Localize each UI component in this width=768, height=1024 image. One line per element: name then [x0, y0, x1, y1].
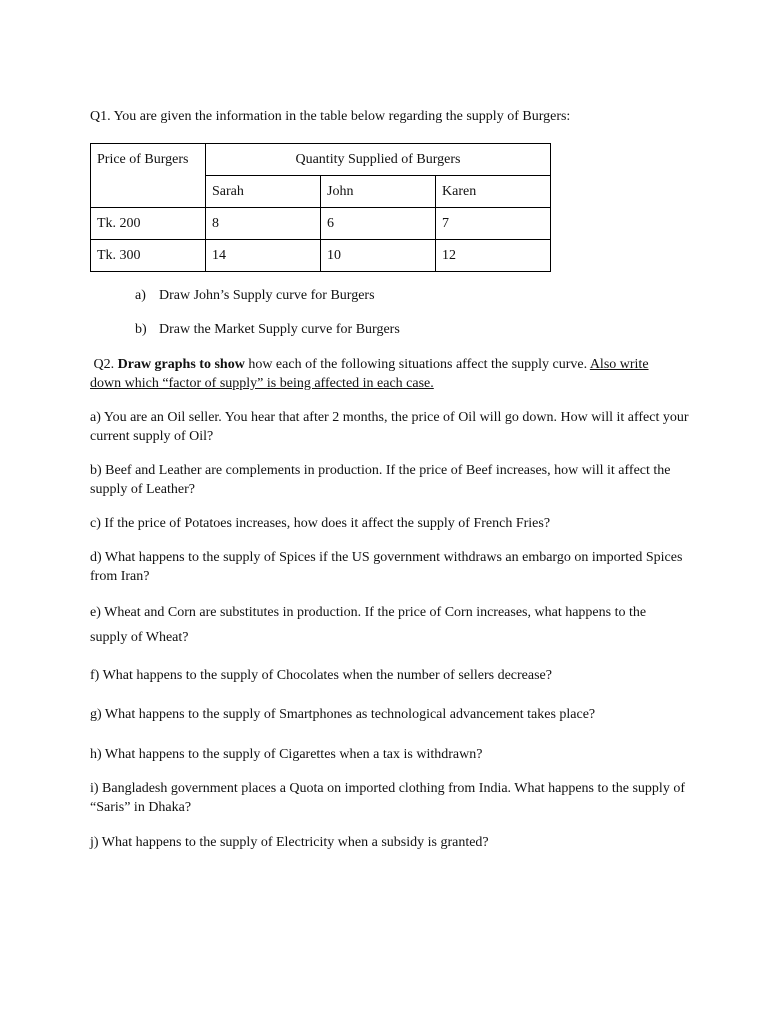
part-letter: b): [135, 322, 147, 337]
q2-item-g: g) What happens to the supply of Smartphones as technological advancement takes place?: [90, 707, 596, 722]
q2-text: how each of the following situations affect the supply curve.: [244, 357, 590, 372]
q2-item-j: j) What happens to the supply of Electricity when a subsidy is granted?: [90, 835, 489, 850]
cell-value: 14: [206, 240, 321, 272]
q2-item-i: i) Bangladesh government places a Quota on imported clothing from India. What happens to the supply of “Saris” in Dhaka?: [90, 781, 685, 815]
q1-intro: Q1. You are given the information in the table below regarding the supply of Burgers:: [90, 109, 571, 124]
seller-karen: Karen: [436, 176, 551, 208]
cell-value: 7: [436, 208, 551, 240]
q2-item-e: e) Wheat and Corn are substitutes in production. If the price of Corn increases, what happens to the supply of Wheat?: [90, 605, 647, 645]
cell-value: 6: [321, 208, 436, 240]
table-header-row: [91, 144, 551, 176]
q2-label: Q2.: [93, 357, 115, 372]
q1-part-a: [135, 286, 375, 305]
row-price: Tk. 200: [91, 208, 206, 240]
table-row: [91, 240, 551, 272]
cell-value: 12: [436, 240, 551, 272]
part-text: Draw the Market Supply curve for Burgers: [159, 322, 400, 337]
q1-part-b: [135, 320, 400, 339]
part-text: Draw John’s Supply curve for Burgers: [159, 288, 375, 303]
q2-item-b: b) Beef and Leather are complements in production. If the price of Beef increases, how will it affect the supply of Leather?: [90, 463, 671, 497]
q2-bold-text: Draw graphs to show: [117, 357, 245, 372]
cell-value: 10: [321, 240, 436, 272]
q2-instructions: [90, 355, 680, 393]
q2-item-f: f) What happens to the supply of Chocolates when the number of sellers decrease?: [90, 668, 552, 683]
part-letter: a): [135, 288, 146, 303]
table-row: [91, 208, 551, 240]
cell-value: 8: [206, 208, 321, 240]
seller-sarah: Sarah: [206, 176, 321, 208]
q2-item-h: h) What happens to the supply of Cigarettes when a tax is withdrawn?: [90, 747, 483, 762]
seller-john: John: [321, 176, 436, 208]
q2-underlined-text: Also write down which “factor of supply” is being affected in each case.: [90, 357, 649, 391]
quantity-header: Quantity Supplied of Burgers: [206, 144, 551, 176]
q2-item-a: a) You are an Oil seller. You hear that after 2 months, the price of Oil will go down. How will it affect your current supply of Oil?: [90, 410, 689, 444]
row-price: Tk. 300: [91, 240, 206, 272]
q2-item-d: d) What happens to the supply of Spices if the US government withdraws an embargo on imported Spices from Iran?: [90, 550, 683, 584]
q2-item-c: c) If the price of Potatoes increases, how does it affect the supply of French Fries?: [90, 516, 551, 531]
price-header: Price of Burgers: [91, 144, 206, 208]
supply-table: [90, 143, 551, 272]
